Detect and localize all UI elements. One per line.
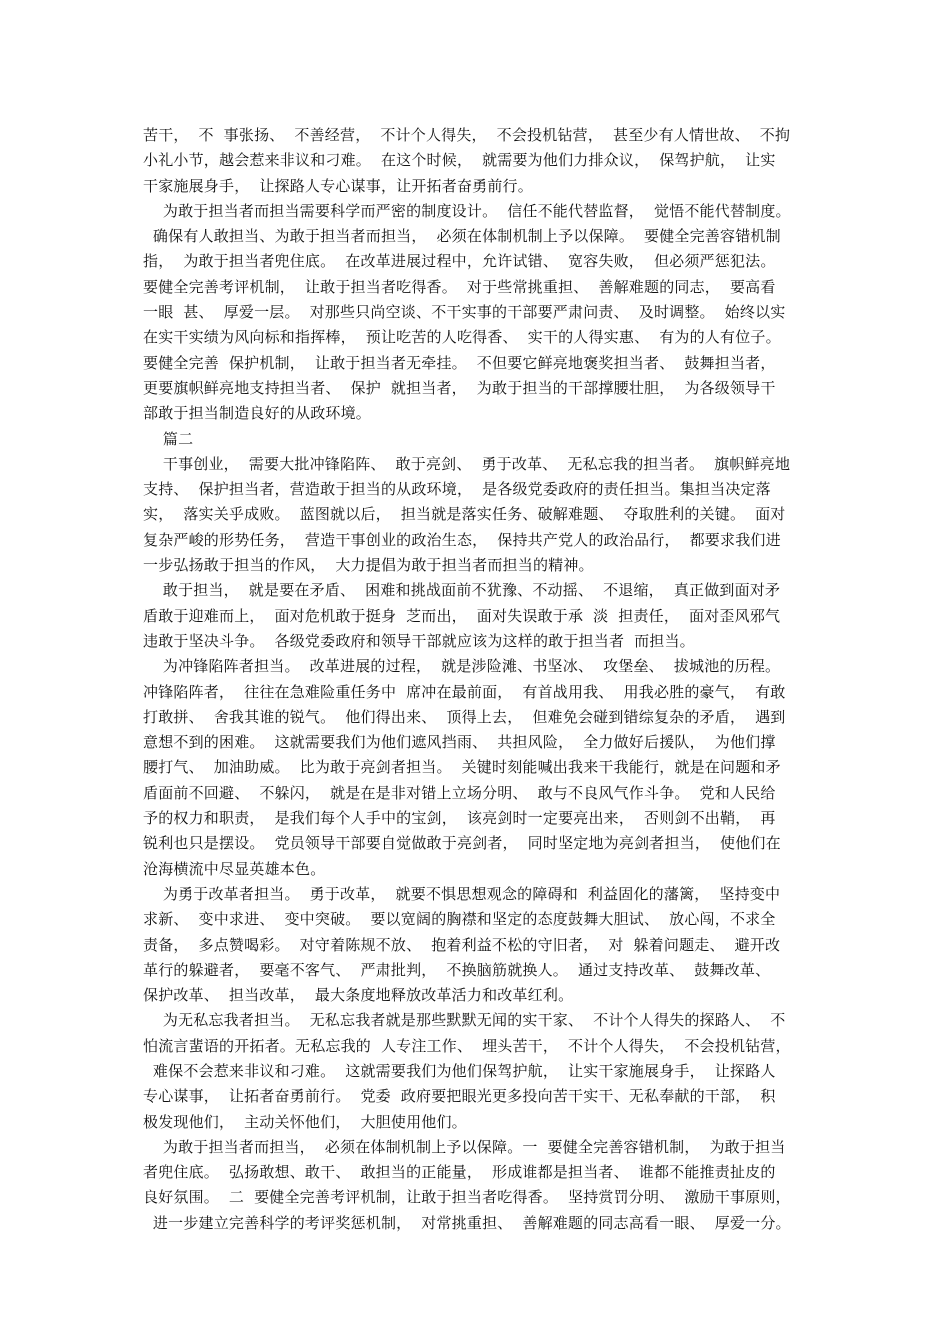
text-line: 专心谋事， 让拓者奋勇前行。 党委 政府要把眼光更多投向苦干实干、无私奉献的干部， 积 xyxy=(143,1087,776,1106)
text-line: 者兜住底。 弘扬敢想、敢干、 敢担当的正能量， 形成谁都是担当者、 谁都不能推责扯皮的 xyxy=(143,1163,776,1182)
text-line: 确保有人敢担当、为敢于担当者而担当， 必须在体制机制上予以保障。 要健全完善容错机制 xyxy=(143,227,781,246)
text-line: 锐利也只是摆设。 党员领导干部要自觉做敢于亮剑者， 同时坚定地为亮剑者担当， 使他们在 xyxy=(143,834,781,853)
text-line: 一眼 甚、 厚爱一层。 对那些只尚空谈、不干实事的干部要严肃问责、 及时调整。 始终以实 xyxy=(143,303,786,322)
text-line: 指， 为敢于担当者兜住底。 在改革进展过程中，允许试错、 宽容失败， 但必须严惩犯法。 xyxy=(143,252,776,271)
text-line: 责备， 多点赞喝彩。 对守着陈规不放、 抱着利益不松的守旧者， 对 躲着问题走、 避开改 xyxy=(143,935,781,954)
text-line: 求新、 变中求进、 变中突破。 要以宽阔的胸襟和坚定的态度鼓舞大胆试、 放心闯，不求全 xyxy=(143,910,776,929)
document-body xyxy=(143,123,811,1236)
text-line: 更要旗帜鲜亮地支持担当者、 保护 就担当者， 为敢于担当的干部撑腰壮胆， 为各级领导干 xyxy=(143,378,776,397)
text-line: 为敢于担当者而担当， 必须在体制机制上予以保障。一 要健全完善容错机制， 为敢于担当 xyxy=(143,1137,786,1156)
text-line: 腰打气、 加油助威。 比为敢于亮剑者担当。 关键时刻能喊出我来干我能行，就是在问题和矛 xyxy=(143,758,781,777)
text-line: 复杂严峻的形势任务， 营造干事创业的政治生态， 保持共产党人的政治品行， 都要求我们进 xyxy=(143,530,781,549)
text-line: 盾敢于迎难而上， 面对危机敢于挺身 芝而出， 面对失误敢于承 淡 担责任， 面对歪风邪气 xyxy=(143,606,781,625)
text-line: 为冲锋陷阵者担当。 改革进展的过程， 就是涉险滩、书坚冰、 攻堡垒、 拔城池的历程。 xyxy=(143,657,781,676)
text-line: 部敢于担当制造良好的从政环境。 xyxy=(143,404,372,423)
text-line: 一步弘扬敢于担当的作风， 大力提倡为敢于担当者而担当的精神。 xyxy=(143,556,594,575)
text-line: 冲锋陷阵者， 往往在急难险重任务中 席冲在最前面， 有首战用我、 用我必胜的豪气， 有敢 xyxy=(143,682,786,701)
text-line: 要健全完善考评机制， 让敢于担当者吃得香。 对于些常挑重担、 善解难题的同志， 要高看 xyxy=(143,277,776,296)
text-line: 革行的躲避者， 要毫不客气、 严肃批判， 不换脑筋就换人。 通过支持改革、 鼓舞改革、 xyxy=(143,960,771,979)
text-line: 为勇于改革者担当。 勇于改革， 就要不惧思想观念的障碍和 利益固化的藩篱， 坚持变中 xyxy=(143,884,781,903)
text-line: 怕流言蜚语的开拓者。无私忘我的 人专注工作、 埋头苦干， 不计个人得失， 不会投机钻营， xyxy=(143,1036,791,1055)
text-line: 违敢于坚决斗争。 各级党委政府和领导干部就应该为这样的敢于担当者 而担当。 xyxy=(143,631,695,650)
text-line: 保护改革、 担当改革， 最大条度地释放改革活力和改革红利。 xyxy=(143,986,574,1005)
text-line: 篇二 xyxy=(143,429,194,448)
text-line: 极发现他们， 主动关怀他们， 大胆使用他们。 xyxy=(143,1112,467,1131)
text-line: 予的权力和职责， 是我们每个人手中的宝剑， 该亮剑时一定要亮出来， 否则剑不出鞘， 再 xyxy=(143,809,776,828)
text-line: 进一步建立完善科学的考评奖惩机制， 对常挑重担、 善解难题的同志高看一眼、 厚爱一分。 xyxy=(143,1213,791,1232)
text-line: 沧海横流中尽显英雄本色。 xyxy=(143,859,326,878)
text-line: 干事创业， 需要大批冲锋陷阵、 敢于亮剑、 勇于改革、 无私忘我的担当者。 旗帜鲜亮地 xyxy=(143,454,791,473)
text-line: 小礼小节，越会惹来非议和刁难。 在这个时候， 就需要为他们力排众议， 保驾护航， 让实 xyxy=(143,151,776,170)
text-line: 要健全完善 保护机制， 让敢于担当者无牵挂。 不但要它鲜亮地褒奖担当者、 鼓舞担当者， xyxy=(143,353,776,372)
text-line: 盾面前不回避、 不躲闪， 就是在是非对错上立场分明、 敢与不良风气作斗争。 党和人民给 xyxy=(143,783,776,802)
text-line: 为无私忘我者担当。 无私忘我者就是那些默默无闻的实干家、 不计个人得失的探路人、 不 xyxy=(143,1011,786,1030)
text-line: 为敢于担当者而担当需要科学而严密的制度设计。 信任不能代替监督， 觉悟不能代替制度。 xyxy=(143,201,791,220)
text-line: 苦干， 不 事张扬、 不善经营， 不计个人得失， 不会投机钻营， 甚至少有人情世故、 不拘 xyxy=(143,126,791,144)
text-line: 良好氛围。 二 要健全完善考评机制，让敢于担当者吃得香。 坚持赏罚分明、 激励干事原则， xyxy=(143,1188,791,1207)
text-line: 实， 落实关乎成败。 蓝图就以后， 担当就是落实任务、破解难题、 夺取胜利的关键。 面对 xyxy=(143,505,786,524)
text-line: 意想不到的困难。 这就需要我们为他们遮风挡雨、 共担风险， 全力做好后援队， 为他们撑 xyxy=(143,733,776,752)
text-line: 在实干实绩为风向标和指挥棒， 预让吃苦的人吃得香、 实干的人得实惠、 有为的人有位子。 xyxy=(143,328,781,347)
text-line: 难保不会惹来非议和刁难。 这就需要我们为他们保驾护航， 让实干家施展身手， 让探路人 xyxy=(143,1061,776,1080)
text-line: 干家施展身手， 让探路人专心谋事，让开拓者奋勇前行。 xyxy=(143,176,533,195)
text-line: 打敢拼、 舍我其谁的锐气。 他们得出来、 顶得上去， 但难免会碰到错综复杂的矛盾， 遇到 xyxy=(143,707,786,726)
text-line: 支持、 保护担当者，营造敢于担当的从政环境， 是各级党委政府的责任担当。集担当决定落 xyxy=(143,480,771,499)
text-line: 敢于担当， 就是要在矛盾、 困难和挑战面前不犹豫、不动摇、 不退缩， 真正做到面对矛 xyxy=(143,581,781,600)
